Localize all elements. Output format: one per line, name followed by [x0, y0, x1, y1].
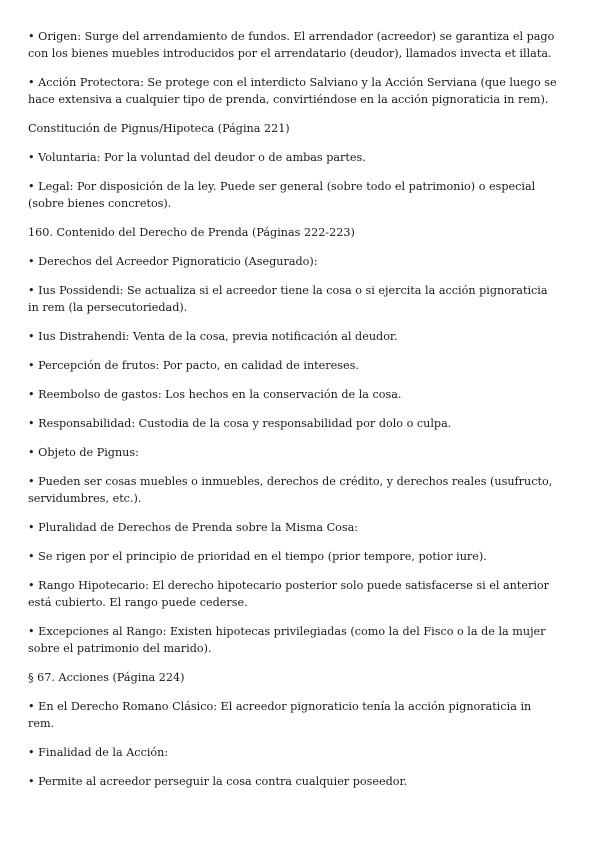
paragraph-derechos-acreedor: • Derechos del Acreedor Pignoraticio (Asegurado):: [28, 255, 318, 268]
paragraph-voluntaria: • Voluntaria: Por la voluntad del deudor o de ambas partes.: [28, 151, 366, 164]
paragraph-perseguir-cosa: • Permite al acreedor perseguir la cosa contra cualquier poseedor.: [28, 775, 408, 788]
paragraph-percepcion-frutos: • Percepción de frutos: Por pacto, en calidad de intereses.: [28, 359, 359, 372]
paragraph-ius-possidendi: • Ius Possidendi: Se actualiza si el acreedor tiene la cosa o si ejercita la acción pignoraticia in rem (la persecutoriedad).: [28, 284, 548, 314]
paragraph-finalidad-accion: • Finalidad de la Acción:: [28, 746, 169, 759]
paragraph-objeto-pignus: • Objeto de Pignus:: [28, 446, 139, 459]
paragraph-reembolso-gastos: • Reembolso de gastos: Los hechos en la conservación de la cosa.: [28, 388, 402, 401]
section-heading-constitucion: Constitución de Pignus/Hipoteca (Página 221): [28, 122, 290, 135]
paragraph-derecho-clasico: • En el Derecho Romano Clásico: El acreedor pignoraticio tenía la acción pignoraticia in rem.: [28, 700, 532, 730]
paragraph-ius-distrahendi: • Ius Distrahendi: Venta de la cosa, previa notificación al deudor.: [28, 330, 398, 343]
paragraph-cosas-muebles: • Pueden ser cosas muebles o inmuebles, derechos de crédito, y derechos reales (usufructo, servidumbres, etc.).: [28, 475, 553, 505]
paragraph-legal: • Legal: Por disposición de la ley. Puede ser general (sobre todo el patrimonio) o especial (sobre bienes concretos).: [28, 180, 536, 210]
paragraph-accion-protectora: • Acción Protectora: Se protege con el interdicto Salviano y la Acción Serviana (que luego se hace extensiva a cualquier tipo de prenda, convirtiéndose en la acción pignoraticia in rem).: [28, 76, 557, 106]
paragraph-prioridad: • Se rigen por el principio de prioridad en el tiempo (prior tempore, potior iure).: [28, 550, 487, 563]
section-heading-contenido: 160. Contenido del Derecho de Prenda (Páginas 222-223): [28, 226, 355, 239]
section-heading-acciones: § 67. Acciones (Página 224): [28, 671, 185, 684]
paragraph-rango-hipotecario: • Rango Hipotecario: El derecho hipotecario posterior solo puede satisfacerse si el anterior está cubierto. El rango puede cederse.: [28, 579, 550, 609]
paragraph-responsabilidad: • Responsabilidad: Custodia de la cosa y responsabilidad por dolo o culpa.: [28, 417, 452, 430]
paragraph-excepciones-rango: • Excepciones al Rango: Existen hipotecas privilegiadas (como la del Fisco o la de la mujer sobre el patrimonio del marido).: [28, 625, 546, 655]
paragraph-origen: • Origen: Surge del arrendamiento de fundos. El arrendador (acreedor) se garantiza el pago con los bienes muebles introducidos por el arrendatario (deudor), llamados invecta et illata.: [28, 30, 555, 60]
paragraph-pluralidad: • Pluralidad de Derechos de Prenda sobre la Misma Cosa:: [28, 521, 359, 534]
